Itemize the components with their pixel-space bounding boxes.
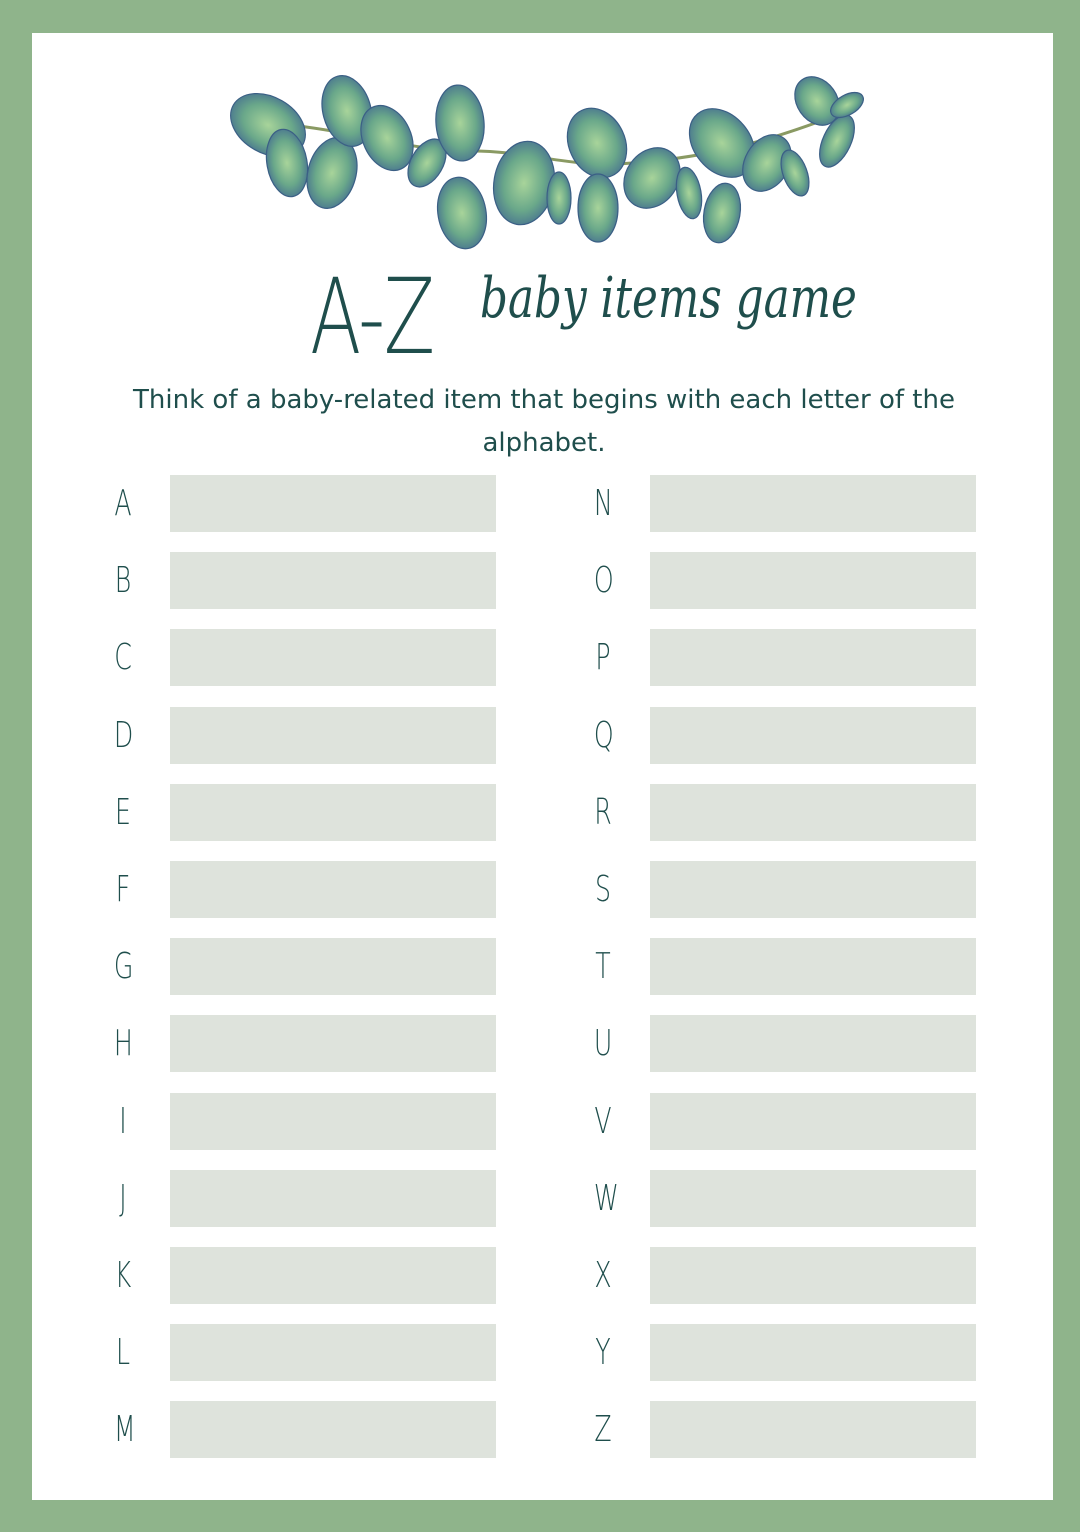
answer-box[interactable] <box>170 1170 496 1227</box>
answer-box[interactable] <box>650 1170 976 1227</box>
letter-label: X <box>594 1254 612 1296</box>
letter-label: I <box>119 1100 127 1142</box>
letter-label: E <box>115 791 131 833</box>
letter-label: N <box>593 483 613 524</box>
answer-box[interactable] <box>650 707 976 764</box>
letter-label: W <box>593 1177 619 1219</box>
answer-box[interactable] <box>650 1247 976 1304</box>
letter-label: Y <box>595 1332 611 1374</box>
letter-label: H <box>113 1023 133 1065</box>
answer-box[interactable] <box>170 861 496 918</box>
letter-label: T <box>595 946 611 988</box>
answer-box[interactable] <box>170 1401 496 1458</box>
answer-box[interactable] <box>170 1324 496 1381</box>
answer-box[interactable] <box>650 475 976 532</box>
answer-box[interactable] <box>650 784 976 841</box>
letter-label: V <box>594 1100 612 1142</box>
letter-label: R <box>594 791 612 833</box>
letter-label: Z <box>594 1409 612 1451</box>
answer-box[interactable] <box>650 1324 976 1381</box>
title-script: baby items game <box>480 266 857 331</box>
letter-label: J <box>119 1177 127 1219</box>
answer-box[interactable] <box>650 861 976 918</box>
letter-label: Q <box>593 714 614 756</box>
answer-box[interactable] <box>170 1015 496 1072</box>
letter-label: O <box>593 560 614 602</box>
instructions-text: Think of a baby-related item that begins with each letter of the alphabet. <box>133 385 955 458</box>
answer-box[interactable] <box>650 1401 976 1458</box>
answer-box[interactable] <box>650 552 976 609</box>
answer-box[interactable] <box>170 1093 496 1150</box>
answer-box[interactable] <box>170 784 496 841</box>
letter-label: B <box>114 560 132 602</box>
answer-box[interactable] <box>650 629 976 686</box>
letter-label: M <box>113 1409 136 1451</box>
letter-label: S <box>594 868 611 910</box>
answer-box[interactable] <box>650 938 976 995</box>
letter-label: F <box>115 868 131 910</box>
letter-label: C <box>114 637 132 679</box>
letter-label: A <box>114 483 132 524</box>
answer-box[interactable] <box>170 552 496 609</box>
letter-label: P <box>595 637 611 679</box>
letter-label: U <box>593 1023 613 1065</box>
game-card <box>32 33 1053 1500</box>
answer-box[interactable] <box>170 707 496 764</box>
answer-box[interactable] <box>170 1247 496 1304</box>
letter-label: L <box>115 1332 131 1374</box>
answer-box[interactable] <box>170 938 496 995</box>
title-az: A-Z <box>310 256 434 378</box>
answer-box[interactable] <box>650 1015 976 1072</box>
letter-label: D <box>113 714 134 756</box>
answer-box[interactable] <box>170 475 496 532</box>
eucalyptus-garland-icon <box>32 33 1053 263</box>
letter-label: G <box>113 946 134 988</box>
answer-box[interactable] <box>650 1093 976 1150</box>
letter-label: K <box>114 1254 132 1296</box>
answer-box[interactable] <box>170 629 496 686</box>
